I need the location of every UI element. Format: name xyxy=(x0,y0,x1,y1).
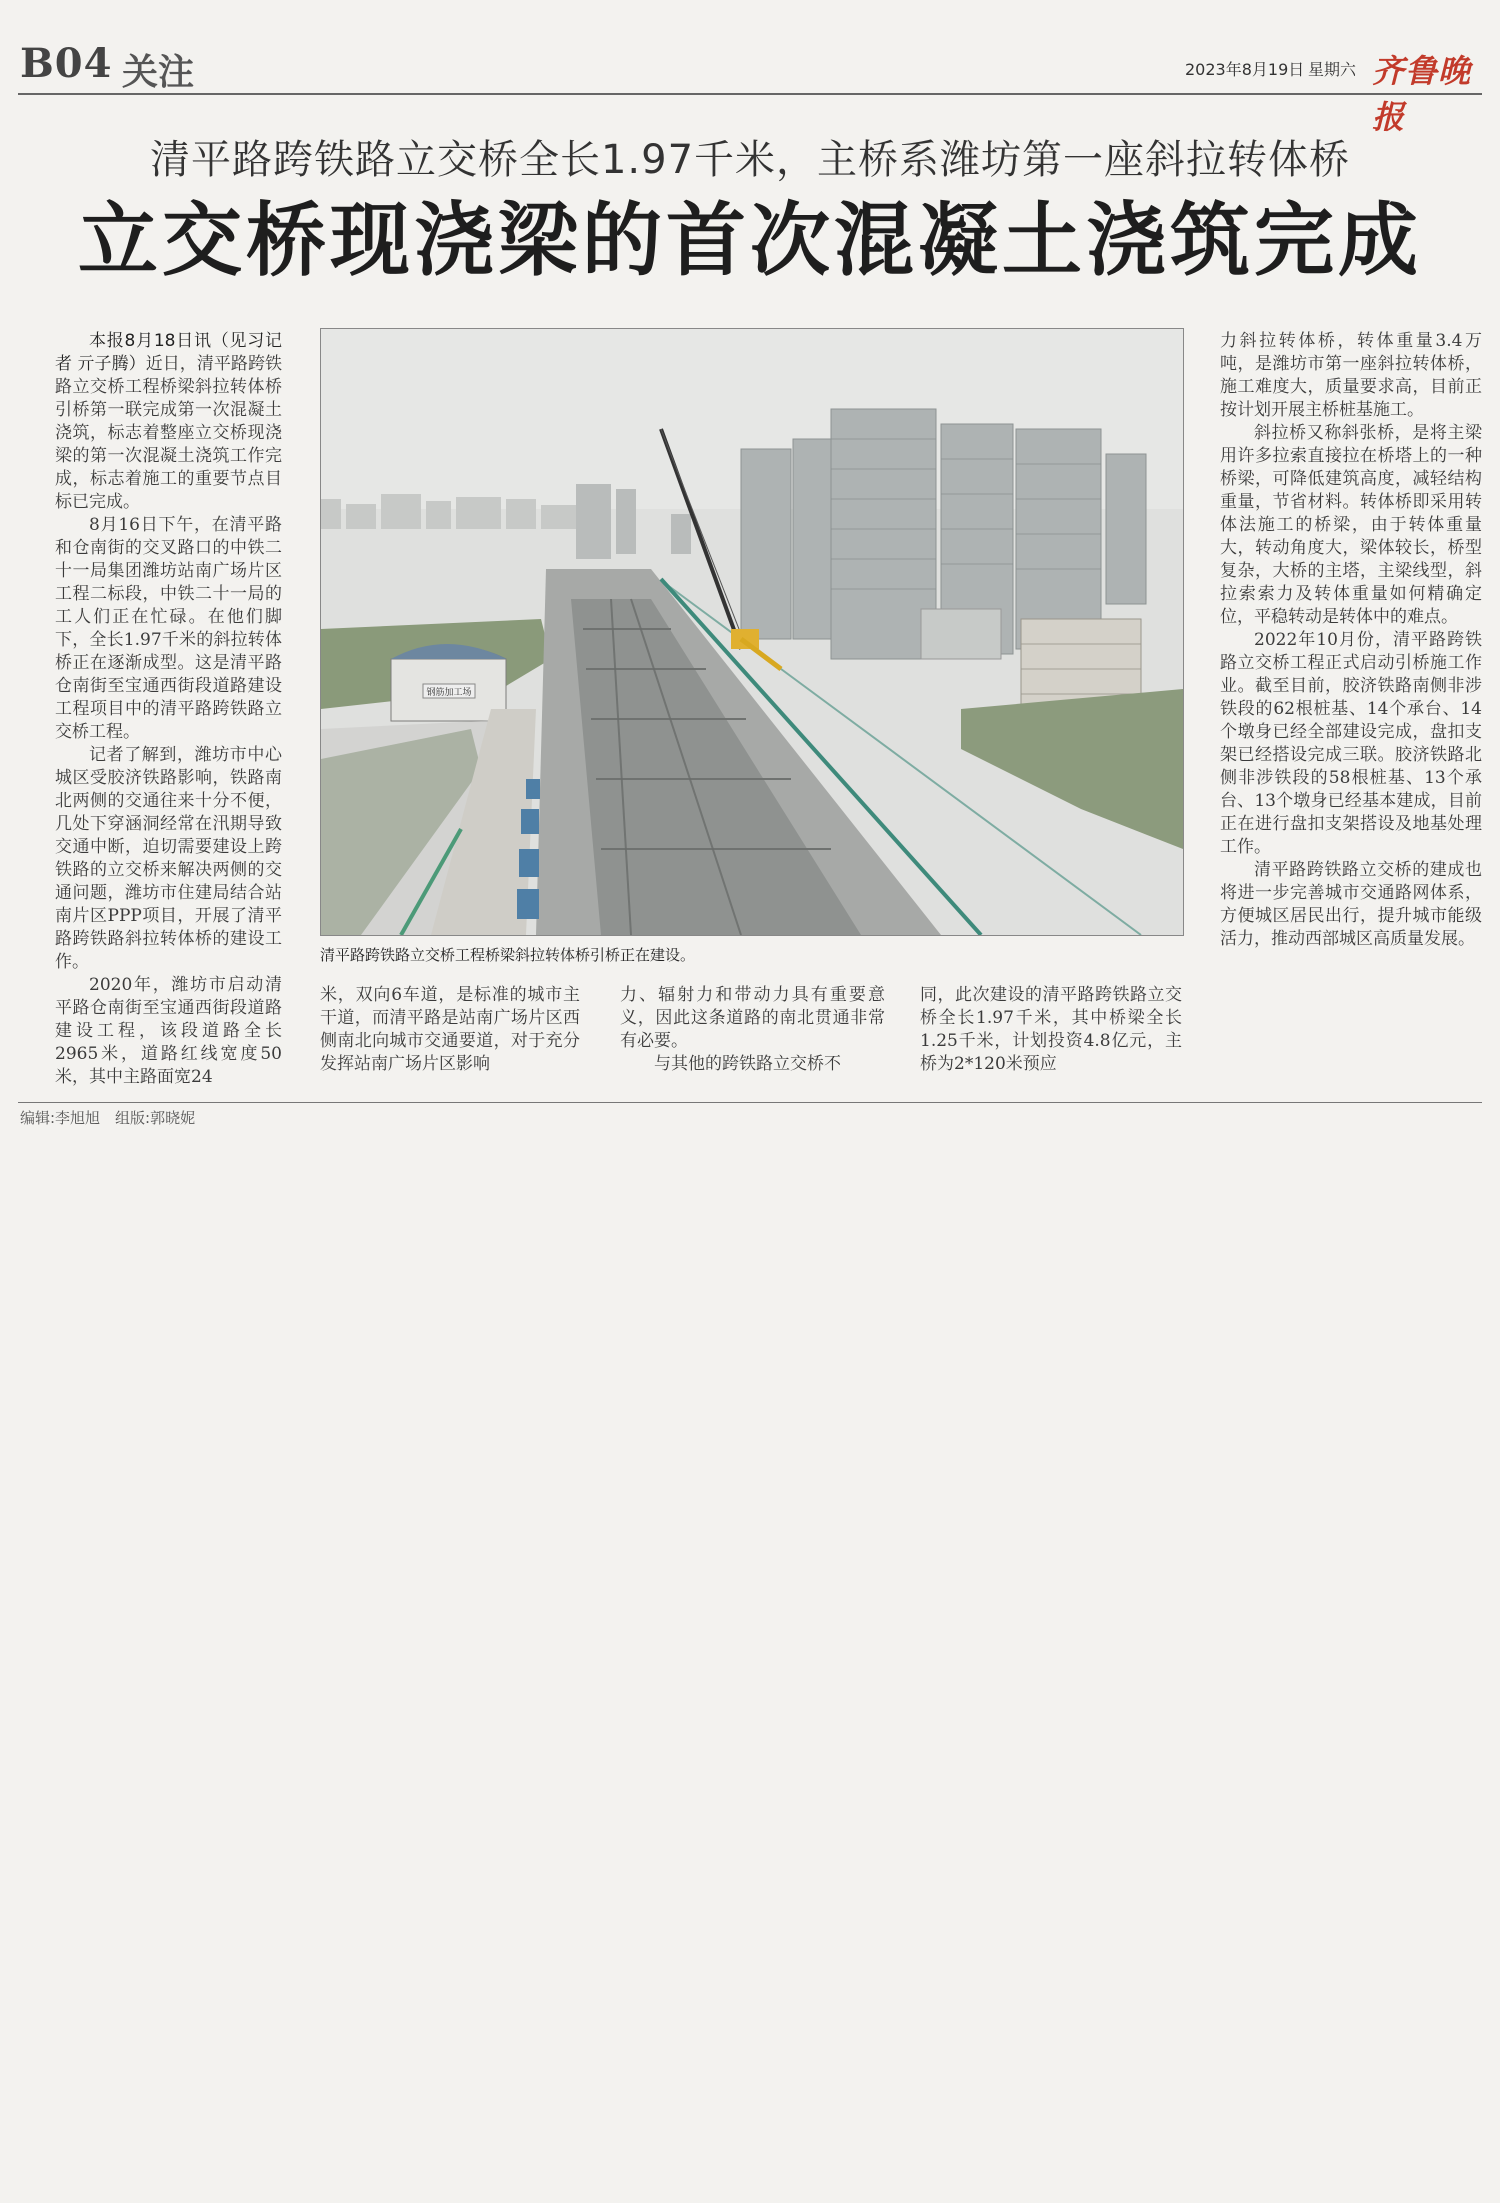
article-paragraph: 力斜拉转体桥，转体重量3.4万吨，是潍坊市第一座斜拉转体桥，施工难度大，质量要求高，目前正按计划开展主桥桩基施工。 xyxy=(1220,331,1482,420)
article-headline: 立交桥现浇梁的首次混凝土浇筑完成 xyxy=(78,193,1422,287)
issue-date: 2023年8月19日 xyxy=(1185,60,1305,79)
article-paragraph: 8月16日下午，在清平路和仓南街的交叉路口的中铁二十一局集团潍坊站南广场片区工程二标段，中铁二十一局的工人们正在忙碌。在他们脚下，全长1.97千米的斜拉转体桥正在逐渐成型。这是清平路仓南街至宝通西街段道路建设工程项目中的清平路跨铁路立交桥工程。 xyxy=(55,515,282,742)
newspaper-logo: 齐鲁晚报 xyxy=(1372,52,1472,136)
article-paragraph xyxy=(55,330,282,514)
article-paragraph: 斜拉桥又称斜张桥，是将主梁用许多拉索直接拉在桥塔上的一种桥梁，可降低建筑高度，减轻结构重量，节省材料。转体桥即采用转体法施工的桥梁，由于转体重量大，转动角度大，梁体较长，桥型复杂，大桥的主塔，主梁线型，斜拉索索力及转体重量如何精确定位，平稳转动是转体中的难点。 xyxy=(1220,423,1482,627)
article-paragraph: 同，此次建设的清平路跨铁路立交桥全长1.97千米，其中桥梁全长1.25千米，计划投资4.8亿元，主桥为2*120米预应 xyxy=(920,985,1182,1074)
article-paragraph: 力、辐射力和带动力具有重要意义，因此这条道路的南北贯通非常有必要。 xyxy=(620,985,885,1051)
article-paragraph: 2020年，潍坊市启动清平路仓南街至宝通西街段道路建设工程，该段道路全长2965米，道路红线宽度50米，其中主路面宽24 xyxy=(55,975,282,1087)
article-paragraph: 2022年10月份，清平路跨铁路立交桥工程正式启动引桥施工作业。截至目前，胶济铁路南侧非涉铁段的62根桩基、14个承台、14个墩身已经全部建设完成，盘扣支架已经搭设完成三联。胶济铁路北侧非涉铁段的58根桩基、13个承台、13个墩身已经基本建成，目前正在进行盘扣支架搭设及地基处理工作。 xyxy=(1220,630,1482,857)
photo-caption: 清平路跨铁路立交桥工程桥梁斜拉转体桥引桥正在建设。 xyxy=(320,946,696,964)
article-paragraph: 米，双向6车道，是标准的城市主干道，而清平路是站南广场片区西侧南北向城市交通要道，对于充分发挥站南广场片区影响 xyxy=(320,985,580,1074)
issue-weekday: 星期六 xyxy=(1308,60,1357,79)
article-column-1 xyxy=(55,330,282,1089)
article-column-4 xyxy=(920,984,1182,1076)
paragraph-text: 近日，清平路跨铁路立交桥工程桥梁斜拉转体桥引桥第一联完成第一次混凝土浇筑，标志着整座立交桥现浇梁的第一次混凝土浇筑工作完成，标志着施工的重要节点目标已完成。 xyxy=(55,354,283,512)
section-name: 关注 xyxy=(122,52,195,93)
article-paragraph: 与其他的跨铁路立交桥不 xyxy=(654,1054,841,1074)
article-paragraph: 清平路跨铁路立交桥的建成也将进一步完善城市交通路网体系，方便城区居民出行，提升城市能级活力，推动西部城区高质量发展。 xyxy=(1220,860,1482,949)
article-column-3 xyxy=(620,984,885,1076)
warehouse-sign: 钢筋加工场 xyxy=(426,688,472,698)
dateline: 本报8月18日讯（见习记者 亓子腾） xyxy=(55,331,282,374)
article-kicker: 清平路跨铁路立交桥全长1.97千米，主桥系潍坊第一座斜拉转体桥 xyxy=(149,137,1351,183)
construction-photo xyxy=(320,328,1184,936)
article-paragraph: 记者了解到，潍坊市中心城区受胶济铁路影响，铁路南北两侧的交通往来十分不便，几处下穿涵洞经常在汛期导致交通中断，迫切需要建设上跨铁路的立交桥来解决两侧的交通问题，潍坊市住建局结合站南片区PPP项目，开展了清平路跨铁路斜拉转体桥的建设工作。 xyxy=(55,745,282,972)
page-code: B04 xyxy=(20,40,113,87)
footer-divider xyxy=(18,1102,1482,1103)
photo-illustration xyxy=(321,329,1183,935)
editor-credits: 编辑:李旭旭 组版:郭晓妮 xyxy=(20,1109,196,1127)
article-column-2 xyxy=(320,984,580,1076)
header-divider xyxy=(18,93,1482,95)
article-column-5 xyxy=(1220,330,1482,951)
